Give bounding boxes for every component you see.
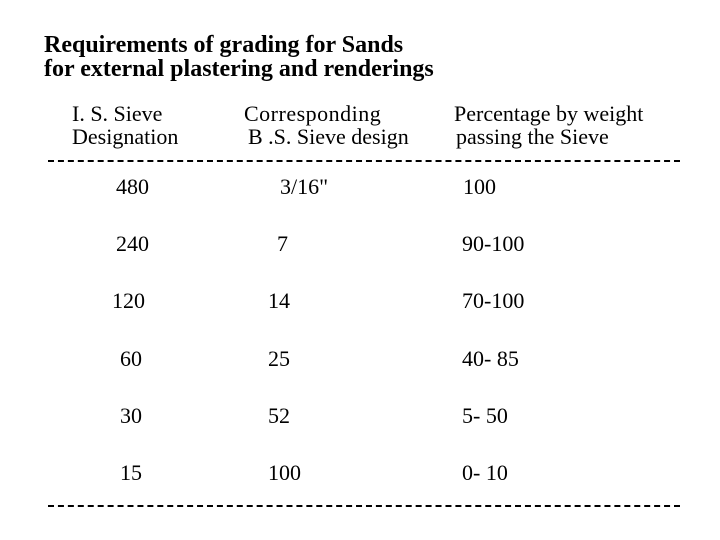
header-percent-line-2: passing the Sieve: [456, 124, 609, 149]
row-2-is-sieve: 240: [116, 231, 149, 256]
row-2-percent: 90-100: [462, 231, 525, 256]
row-5-bs-sieve: 52: [268, 403, 290, 428]
row-3-bs-sieve: 14: [268, 288, 290, 313]
row-6-is-sieve: 15: [120, 460, 142, 485]
header-is-sieve-line-2: Designation: [72, 124, 179, 149]
row-1-is-sieve: 480: [116, 174, 149, 199]
row-4-is-sieve: 60: [120, 346, 142, 371]
row-1-bs-sieve: 3/16": [280, 174, 329, 199]
row-2-bs-sieve: 7: [277, 231, 288, 256]
header-bs-sieve-line-1: Corresponding: [244, 101, 382, 126]
row-4-percent: 40- 85: [462, 346, 519, 371]
row-5-percent: 5- 50: [462, 403, 508, 428]
header-bs-sieve-line-2: B .S. Sieve design: [248, 124, 409, 149]
row-3-is-sieve: 120: [112, 288, 145, 313]
header-percent-line-1: Percentage by weight: [454, 101, 644, 126]
row-5-is-sieve: 30: [120, 403, 142, 428]
row-6-percent: 0- 10: [462, 460, 508, 485]
row-3-percent: 70-100: [462, 288, 525, 313]
header-is-sieve-line-1: I. S. Sieve: [72, 101, 163, 126]
row-4-bs-sieve: 25: [268, 346, 290, 371]
table-bottom-rule: [48, 505, 680, 507]
page-title-line-2: for external plastering and renderings: [44, 56, 434, 82]
row-6-bs-sieve: 100: [268, 460, 301, 485]
page-title-line-1: Requirements of grading for Sands: [44, 32, 404, 58]
table-top-rule: [48, 160, 680, 162]
row-1-percent: 100: [463, 174, 496, 199]
